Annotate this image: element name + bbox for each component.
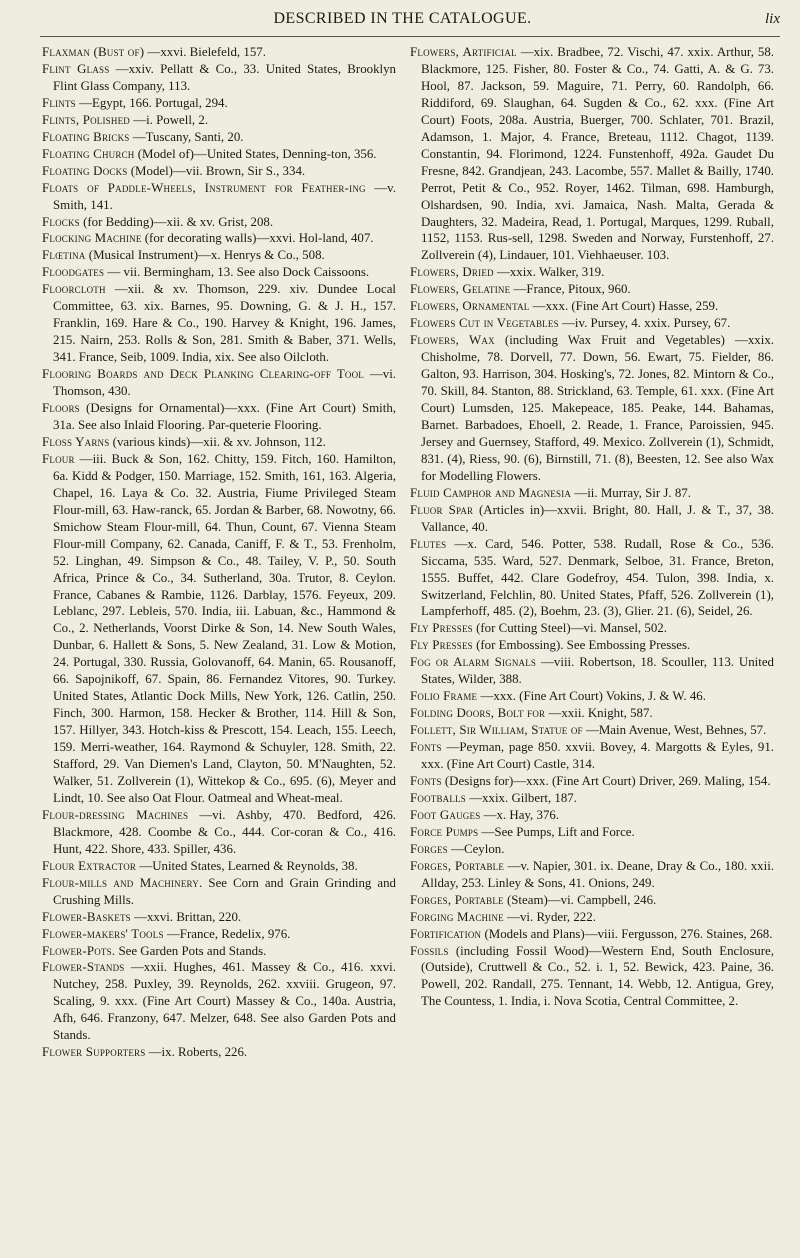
entry-body: (Designs for Ornamental)—xxx. (Fine Art Court) Smith, 31a. See also Inlaid Flooring. Par-queterie Flooring. (53, 401, 396, 432)
entry-body: —v. Napier, 301. ix. Deane, Dray & Co., 180. xxii. Allday, 253. Linley & Sons, 41. Onions, 249. (421, 858, 774, 890)
index-entry (42, 214, 396, 231)
index-entry (42, 112, 396, 129)
entry-heading: Flour-dressing Machines (42, 807, 189, 822)
index-entry (42, 61, 396, 95)
entry-body: (for decorating walls)—xxvi. Hol-land, 407. (141, 231, 374, 246)
entry-body: —France, Redelix, 976. (163, 926, 291, 941)
entry-heading: Floodgates (42, 265, 105, 280)
entry-heading: Fly Presses (410, 621, 473, 636)
entry-body: (Model)—vii. Brown, Sir S., 334. (127, 163, 306, 178)
entry-heading: Floors (42, 401, 80, 416)
entry-heading: Flour Extractor (42, 858, 137, 873)
entry-heading: Flutes (410, 536, 447, 551)
entry-body: —xxix. Walker, 319. (493, 265, 605, 280)
entry-heading: Forging Machine (410, 909, 504, 924)
entry-heading: Fossils (410, 943, 449, 958)
index-entry (42, 281, 396, 366)
entry-body: See Corn and Grain Grinding and Crushing Mills. (53, 875, 396, 907)
index-entry (42, 875, 396, 909)
page-title: DESCRIBED IN THE CATALOGUE. (273, 10, 532, 27)
entry-body: (Designs for)—xxx. (Fine Art Court) Driver, 269. Maling, 154. (441, 773, 771, 788)
entry-heading: Folding Doors, Bolt for (410, 706, 546, 721)
index-entry (42, 400, 396, 434)
entry-body: —xxvi. Bielefeld, 157. (144, 45, 266, 59)
entry-heading: Foot Gauges (410, 807, 481, 822)
entry-heading: Footballs (410, 790, 466, 805)
entry-heading: Floss Yarns (42, 434, 110, 449)
entry-heading: Flint Glass (42, 61, 110, 76)
running-header (40, 10, 780, 34)
index-entry (410, 536, 774, 621)
index-entry (42, 230, 396, 247)
index-entry (410, 332, 774, 485)
index-entry (410, 688, 774, 705)
entry-heading: Folio Frame (410, 689, 478, 704)
index-entry (410, 909, 774, 926)
index-entry (410, 858, 774, 892)
index-entry (42, 180, 396, 214)
index-entry (410, 824, 774, 841)
index-entry (410, 773, 774, 790)
entry-heading: Flowers, Wax (410, 333, 495, 348)
entry-body: —vi. Ashby, 470. Bedford, 426. Blackmore, 428. Coombe & Co., 444. Cor-coran & Co., 416. Hunt, 422. Shore, 433. Spiller, 436. (53, 807, 396, 856)
entry-heading: Floating Docks (42, 163, 128, 178)
entry-heading: Flower-Baskets (42, 909, 131, 924)
entry-heading: Fog or Alarm Signals (410, 655, 537, 670)
index-entry (42, 943, 396, 960)
entry-body: —xxx. (Fine Art Court) Hasse, 259. (529, 299, 719, 314)
entry-heading: Flints, Polished (42, 112, 130, 127)
entry-heading: Forges, Portable (410, 892, 504, 907)
entry-body: —ii. Murray, Sir J. 87. (571, 485, 691, 500)
entry-body: —xxiv. Pellatt & Co., 33. United States, Brooklyn Flint Glass Company, 113. (53, 61, 396, 93)
entry-body: —xix. Bradbee, 72. Vischi, 47. xxix. Arthur, 58. Blackmore, 125. Fisher, 80. Foster & Co., 74. Gatti, A. & G. 73. Hool, 87. Jackson, 59. Maguire, 71. Perry, 60. Randolph, 66. Riddiford, 69. Slaughan, 64. Sugden & Co., 62. xxx. (Fine Art Court) Foots, 208a. Austria, Buerger, 700. Schlater, 701. Brazil, Adamson, 1. Major, 4. France, Breteau, 1112. Chagot, 1139. Constantin, 94. Florimond, 1224. Funstenhoff, 492a. Gaudet Du Fresne, 842. Grandjean, 243. Lacombe, 557. Mallet & Bailly, 1740. Perrot, Petit & Co., 952. Royer, 1462. Tilman, 698. Hamburgh, Olshardsen, 90. India, xvi. Jamaica, Nash. Malta, Gerada & Daughters, 32. Madeira, Read, 1. Portugal, Marques, 1299. Ruball, 1152, 1153. Rus-sell, 1298. Sweden and Norway, Furstenhoff, 27. Zollverein (4), Lindauer, 101. Viehhaeuser. 103. (421, 45, 775, 263)
entry-body: (Steam)—vi. Campbell, 246. (503, 892, 657, 907)
entry-heading: Floating Church (42, 146, 135, 161)
index-entry (42, 264, 396, 281)
entry-body: —ix. Roberts, 226. (145, 1045, 248, 1060)
index-entry (42, 926, 396, 943)
entry-heading: Flour (42, 451, 75, 466)
entry-body: (for Bedding)—xii. & xv. Grist, 208. (79, 214, 274, 229)
left-column (42, 44, 396, 1061)
entry-body: See Garden Pots and Stands. (115, 943, 267, 958)
entry-heading: Flour-mills and Machinery. (42, 875, 203, 890)
entry-heading: Floats of Paddle-Wheels, Instrument for Feather-ing (42, 180, 366, 195)
entry-body: —Ceylon. (447, 841, 505, 856)
entry-heading: Fluor Spar (410, 502, 474, 517)
index-entry (410, 502, 774, 536)
entry-body: (Articles in)—xxvii. Bright, 80. Hall, J. & T., 37, 38. Vallance, 40. (421, 502, 774, 534)
entry-heading: Flowers, Gelatine (410, 282, 511, 297)
entry-heading: Fonts (410, 740, 442, 755)
entry-heading: Floating Bricks (42, 129, 130, 144)
entry-heading: Flower Supporters (42, 1045, 146, 1060)
entry-body: —xxii. Knight, 587. (545, 706, 653, 721)
entry-body: (various kinds)—xii. & xv. Johnson, 112. (109, 434, 326, 449)
right-column (410, 44, 774, 1010)
entry-body: —vi. Thomson, 430. (53, 367, 396, 399)
entry-body: —viii. Robertson, 18. Scouller, 113. United States, Wilder, 388. (421, 655, 774, 687)
index-entry (410, 298, 774, 315)
index-entry (410, 654, 774, 688)
entry-heading: Flocking Machine (42, 231, 142, 246)
index-entry (410, 264, 774, 281)
index-entry (410, 485, 774, 502)
entry-heading: Fluid Camphor and Magnesia (410, 485, 572, 500)
entry-body: —xxii. Hughes, 461. Massey & Co., 416. xxvi. Nutchey, 258. Puxley, 39. Reynolds, 262. xxviii. Grugeon, 97. Scaling, 9. xxx. (Fine Art Court) Massey & Co., 140a. Austria, Afh, 646. Franzony, 647. Melzer, 648. See also Garden Pots and Stands. (53, 960, 396, 1043)
entry-body: — vii. Bermingham, 13. See also Dock Caissoons. (104, 265, 370, 280)
index-entry (42, 146, 396, 163)
index-entry (42, 129, 396, 146)
entry-body: —i. Powell, 2. (129, 112, 209, 127)
entry-body: —xxvi. Brittan, 220. (130, 909, 242, 924)
entry-heading: Floorcloth (42, 282, 106, 297)
entry-heading: Forges, Portable (410, 858, 505, 873)
entry-heading: Force Pumps (410, 824, 479, 839)
index-entry (42, 858, 396, 875)
entry-body: (Musical Instrument)—x. Henrys & Co., 508. (85, 248, 325, 263)
entry-heading: Fly Presses (410, 638, 473, 653)
index-entry (42, 163, 396, 180)
entry-body: —iv. Pursey, 4. xxix. Pursey, 67. (558, 316, 731, 331)
entry-heading: Flower-makers' Tools (42, 926, 164, 941)
index-entry (410, 44, 774, 264)
index-entry (410, 739, 774, 773)
entry-body: —See Pumps, Lift and Force. (478, 824, 635, 839)
entry-heading: Flower-Stands (42, 960, 125, 975)
entry-heading: Flocks (42, 214, 80, 229)
index-entry (410, 705, 774, 722)
index-entry (42, 807, 396, 858)
index-entry (410, 943, 774, 1011)
entry-heading: Flowers, Artificial (410, 45, 517, 59)
entry-body: (for Embossing). See Embossing Presses. (472, 638, 691, 653)
entry-heading: Flooring Boards and Deck Planking Clearing-off Tool (42, 367, 365, 382)
index-entry (42, 95, 396, 112)
entry-body: —xxix. Gilbert, 187. (465, 790, 577, 805)
index-entry (42, 909, 396, 926)
entry-body: —France, Pitoux, 960. (510, 282, 631, 297)
entry-body: —x. Hay, 376. (480, 807, 560, 822)
entry-body: —x. Card, 546. Potter, 538. Rudall, Rose & Co., 536. Siccama, 535. Ward, 527. Denmark, Selboe, 31. France, Breton, 1555. Buffet, 442. Clare Godefroy, 454. Tulon, 398. India, x. Switzerland, Felchlin, 80. United States, Pfaff, 526. Zollverein (1), Lampferhoff, 485. (2), Boehm, 23. (3), Glier. 21. (6), Seidel, 26. (421, 536, 774, 619)
index-entry (410, 722, 774, 739)
index-entry (42, 1044, 396, 1061)
index-entry (42, 451, 396, 807)
entry-body: —Tuscany, Santi, 20. (129, 129, 244, 144)
entry-heading: Flowers Cut in Vegetables (410, 316, 559, 331)
entry-body: (Models and Plans)—viii. Fergusson, 276. Staines, 268. (481, 926, 773, 941)
index-entry (410, 841, 774, 858)
page-number: lix (765, 11, 780, 27)
entry-body: —xxx. (Fine Art Court) Vokins, J. & W. 46. (477, 689, 706, 704)
index-entry (42, 959, 396, 1044)
entry-body: (for Cutting Steel)—vi. Mansel, 502. (472, 621, 667, 636)
index-entry (42, 434, 396, 451)
index-entry (410, 281, 774, 298)
header-rule (40, 36, 780, 37)
index-entry (42, 366, 396, 400)
entry-body: —Egypt, 166. Portugal, 294. (75, 95, 228, 110)
entry-body: (including Wax Fruit and Vegetables) —xxix. Chisholme, 78. Dorvell, 77. Down, 56. Ewart, 75. Fielder, 86. Galton, 93. Harrison, 304. Hosking's, 72. Jones, 82. Mintorn & Co., 70. Skill, 84. Stanton, 88. Strickland, 63. Temple, 61. xxx. (Fine Art Court) Lumsden, 125. Makepeace, 185. Peake, 144. Bahamas, Barnet. Barbadoes, Ehoell, 2. Reade, 1. France, Paroissien, 945. Jersey and Guernsey, Stafford, 49. Mexico. Zollverein (1), Schmidt, 831. (4), Riess, 90. (6), Birnstill, 71. (8), Beesten, 12. See also Wax for Modelling Flowers. (421, 333, 774, 483)
entry-body: (including Fossil Wood)—Western End, South Enclosure, (Outside), Cruttwell & Co., 52. i. 1, 52. Bewick, 423. Paine, 36. Powell, 202. Randall, 275. Tennant, 14. Webb, 12. Antigua, Grey, The Countess, 1. India, i. Nova Scotia, Central Committee, 2. (421, 943, 774, 1009)
entry-body: —vi. Ryder, 222. (503, 909, 596, 924)
entry-heading: Flints (42, 95, 76, 110)
index-entry (410, 892, 774, 909)
entry-heading: Flowers, Dried (410, 265, 494, 280)
entry-body: —iii. Buck & Son, 162. Chitty, 159. Fitch, 160. Hamilton, 6a. Kidd & Podger, 150. Marriage, 152. Smith, 161, 163. Algeria, Chapel, 16. Laya & Co. 32. Austria, Fiume Privileged Steam Flour-mill, 63. Haw-ranck, 65. Jordan & Barber, 68. Nowotny, 66. Smichow Steam Flour-mill, 64. Thun, Count, 67. Vienna Steam Flour-mill Company, 62. Canada, Caniff, F. & T., 53. Frenholm, 52. Linghan, 49. Simpson & Co., 48. Tailey, V. P., 50. South Africa, Prince & Co., 34. Sutherland, 30a. Trutor, 8. Ceylon. France, Cabanes & Rambie, 1126. Darblay, 1576. Feyeux, 209. Leblanc, 297. Lebleis, 570. India, iii. Labuan, &c., Hammond & Co., 2. Netherlands, Voorst Dirke & Son, 14. New South Wales, Dunbar, 6. Hallett & Sons, 5. New Zealand, 31. Low & Motion, 24. Portugal, 330. Russia, Golovanoff, 64. Manin, 65. Rousanoff, 66. Sapojnikoff, 67. Spain, 86. Fernandez Vitores, 90. Turkey. United States, Atlantic Dock Mills, New York, 126. Catlin, 250. Finch, 300. Harmon, 158. Hecker & Brother, 114. Hill & Son, 157. Hillyer, 343. Hotch-kiss & Prescott, 154. Leach, 155. Leech, 159. Merri-weather, 164. Raymond & Schuyler, 128. Smith, 22. Stafford, 29. Van Diemen's Land, Clayton, 50. M'Naughten, 52. Walker, 51. Zollverein (1), Wittekop & Co., 695. (6), Meyer and Lindt, 10. See also Oat Flour. Oatmeal and Wheat-meal. (53, 451, 396, 805)
index-entry (410, 926, 774, 943)
index-entry (410, 620, 774, 637)
entry-heading: Forges (410, 841, 448, 856)
index-entry (42, 44, 396, 61)
entry-body: —Peyman, page 850. xxvii. Bovey, 4. Margotts & Eyles, 91. xxx. (Fine Art Court) Castle, 314. (421, 740, 774, 772)
index-entry (410, 790, 774, 807)
index-entry (410, 315, 774, 332)
entry-body: —Main Avenue, West, Behnes, 57. (582, 723, 767, 738)
entry-heading: Flower-Pots. (42, 943, 116, 958)
entry-body: —v. Smith, 141. (53, 180, 396, 212)
entry-heading: Follett, Sir William, Statue of (410, 723, 583, 738)
entry-heading: Flœtina (42, 248, 86, 263)
index-entry (410, 807, 774, 824)
entry-heading: Flowers, Ornamental (410, 299, 530, 314)
entry-heading: Fonts (410, 773, 442, 788)
entry-body: —United States, Learned & Reynolds, 38. (136, 858, 358, 873)
index-entry (410, 637, 774, 654)
index-entry (42, 247, 396, 264)
entry-body: (Model of)—United States, Denning-ton, 356. (134, 146, 377, 161)
entry-body: —xii. & xv. Thomson, 229. xiv. Dundee Local Committee, 63. xix. Barnes, 95. Downing, G. & J. H., 157. Franklin, 169. Hare & Co., 190. Harvey & Knight, 196. James, 215. Nairn, 253. Rolls & Son, 281. Smith & Baber, 371. Wells, 341. France, Seib, 1009. India, xix. See also Oilcloth. (53, 282, 396, 365)
entry-heading: Fortification (410, 926, 482, 941)
entry-heading: Flaxman (Bust of) (42, 45, 145, 59)
